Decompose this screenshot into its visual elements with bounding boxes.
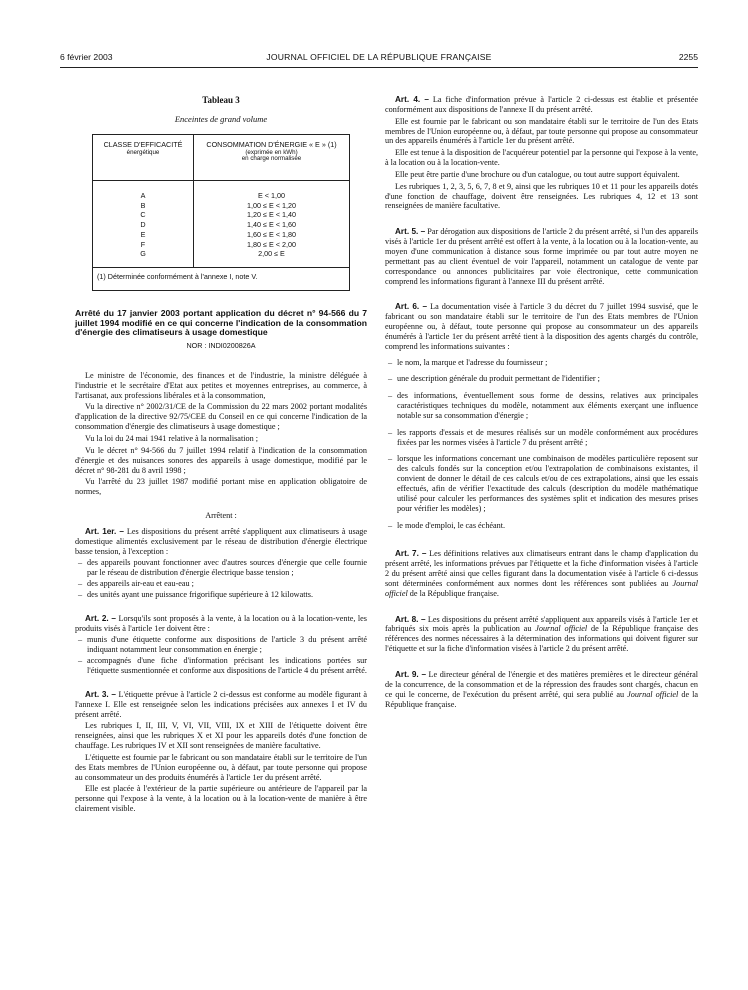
visa-paragraph: Vu la directive n° 2002/31/CE de la Commission du 22 mars 2002 portant modalités d'application de la directive 92/75/CEE du Conseil en ce qui concerne l'indication de la consommation d'énergie des climatiseurs à usage domestique ; <box>75 402 367 432</box>
list-item: – lorsque les informations concernant une combinaison de modèles particulière reposent sur des calculs fondés sur la conception et/ou l'extrapolation de combinaisons existantes, il convient de donner le détail de ces calculs et/ou de ces extrapolations, ainsi que les essais effectués, afin de vérifier l'exactitude des calculs (description du modèle mathématique utilisé pour calculer les performances des systèmes split et indication des mesures prises pour vérifier les modèles) ; <box>397 454 698 513</box>
page-header <box>60 52 698 66</box>
list-item: – accompagnés d'une fiche d'information précisant les indications portées sur l'étiquette susmentionnée et conforme aux dispositions de l'article 4 du présent arrêté. <box>87 656 367 676</box>
list-item: – les rapports d'essais et de mesures réalisés sur un modèle conformément aux procédures fixées par les normes visées à l'article 7 du présent arrêté ; <box>397 428 698 448</box>
left-column <box>75 95 367 816</box>
article-3-paragraph: Les rubriques I, II, III, V, VI, VII, VIII, IX et XIII de l'étiquette doivent être renseignées, ainsi que les rubriques X et XI pour les appareils dotés d'une fonction de chauffage. Les rubriques IV et XII sont renseignées de manière facultative. <box>75 721 367 751</box>
article-1: Art. 1er. – Les dispositions du présent arrêté s'appliquent aux climatiseurs à usage domestique alimentés exclusivement par le réseau de distribution d'énergie électrique basse tension, à l'exception : <box>75 526 368 556</box>
header-journal-title: JOURNAL OFFICIEL DE LA RÉPUBLIQUE FRANÇAISE <box>266 52 492 62</box>
table-head-class: CLASSE D'EFFICACITÉ énergétique <box>93 134 194 180</box>
article-5: Art. 5. – Par dérogation aux dispositions de l'article 2 du présent arrêté, si l'un des appareils visés à l'article 1er du présent arrêté est offert à la vente, à la location ou à la location-vente, au moyen d'une communication à distance sous forme imprimée ou par tout autre moyen ne permettant pas au client éventuel de voir l'appareil, notamment un catalogue de vente par correspondance ou annonces publicitaires par voie électronique, cette communication comprend les informations figurant à l'annexe III du présent arrêté. <box>385 227 699 286</box>
article-7: Art. 7. – Les définitions relatives aux climatiseurs entrant dans le champ d'application du présent arrêté, les informations prévues par l'étiquette et la fiche d'information visées à l'article 2 du présent arrêté ainsi que celles figurant dans la documentation visée à l'article 6 ci-dessus sont déterminées conformément aux normes dont les références sont publiées au Journal officiel de la République française. <box>385 549 699 598</box>
article-6-list <box>385 358 698 531</box>
article-3-paragraph: L'étiquette est fournie par le fabricant ou son mandataire établi sur le territoire de l'un des Etats membres de l'Union européenne ou, à défaut, par toute personne qui propose au consommateur un des produits énumérés à l'article 1er du présent arrêté. <box>75 752 367 782</box>
table-title: Tableau 3 <box>202 95 240 105</box>
table-note-row <box>93 268 350 291</box>
table-subtitle: Enceintes de grand volume <box>174 113 268 124</box>
list-item: – le nom, la marque et l'adresse du fournisseur ; <box>397 358 698 368</box>
list-item: – munis d'une étiquette conforme aux dispositions de l'article 3 du présent arrêté indiquant notamment leur consommation en énergie ; <box>87 635 367 655</box>
article-4-paragraph: Les rubriques 1, 2, 3, 5, 6, 7, 8 et 9, ainsi que les rubriques 10 et 11 pour les appareils dotés d'une fonction de chauffage, doivent être renseignées. Les rubriques 4, 12 et 13 sont renseignées de manière facultative. <box>385 181 698 211</box>
table-note: (1) Déterminée conformément à l'annexe I, note V. <box>93 268 350 291</box>
table-classes-cell: A B C D E F G <box>93 180 194 267</box>
table-row <box>93 180 350 267</box>
arretent-heading: Arrêtent : <box>205 511 237 521</box>
article-9: Art. 9. – Le directeur général de l'énergie et des matières premières et le directeur général de la concurrence, de la consommation et de la répression des fraudes sont chargés, chacun en ce qui le concerne, de l'exécution du présent arrêté, qui sera publié au Journal officiel de la République française. <box>385 669 698 709</box>
table-head-consumption: CONSOMMATION D'ÉNERGIE « E » (1) (exprimée en kWh) en charge normalisée <box>194 134 350 180</box>
header-date: 6 février 2003 <box>60 52 113 62</box>
article-4-paragraph: Elle peut être partie d'une brochure ou d'un catalogue, ou tout autre support équivalent. <box>395 169 680 179</box>
list-item: – des unités ayant une puissance frigorifique supérieure à 12 kilowatts. <box>87 590 367 600</box>
efficiency-class-table <box>92 134 350 291</box>
article-3-paragraph: Elle est placée à l'extérieur de la partie supérieure ou antérieure de l'appareil par la personne qui l'expose à la vente, à la location ou à la location-vente de manière à être clairement visible. <box>75 784 367 814</box>
visa-paragraph: Vu l'arrêté du 23 juillet 1987 modifié portant mise en application obligatoire de normes, <box>75 477 367 497</box>
header-rule <box>60 67 698 68</box>
table-values-cell: E < 1,00 1,00 ≤ E < 1,20 1,20 ≤ E < 1,40 1,40 ≤ E < 1,60 1,60 ≤ E < 1,80 1,80 ≤ E < 2,00 2,00 ≤ E <box>194 180 350 267</box>
decree-title: Arrêté du 17 janvier 2003 portant application du décret n° 94-566 du 7 juillet 1994 modifié en ce qui concerne l'indication de la consommation d'énergie des climatiseurs à usage domestique <box>75 307 367 338</box>
article-3: Art. 3. – L'étiquette prévue à l'article 2 ci-dessus est conforme au modèle figurant à l'annexe I. Elle est renseignée selon les indications précisées aux annexes I et IV du présent arrêté. <box>75 689 367 719</box>
article-6: Art. 6. – La documentation visée à l'article 3 du décret du 7 juillet 1994 susvisé, que le fabricant ou son mandataire établi sur le territoire de l'un des Etats membres de l'Union européenne ou, à défaut, toute personne qui propose au consommateur un des appareils énumérés à l'article 1er du présent arrêté tient à la disposition des agents chargés du contrôle, comprend les informations suivantes : <box>385 302 698 351</box>
article-4-paragraph: Elle est fournie par le fabricant ou son mandataire établi sur le territoire de l'un des Etats membres de l'Union européenne ou, à défaut, par toute personne qui propose au consommateur un des appareils énumérés à l'article 1er du présent arrêté. <box>385 116 698 146</box>
list-item: – une description générale du produit permettant de l'identifier ; <box>397 374 698 384</box>
visa-paragraph: Vu le décret n° 94-566 du 7 juillet 1994 relatif à l'indication de la consommation d'énergie et des nuisances sonores des appareils à usage domestique, modifié par le décret n° 98-281 du 8 avril 1998 ; <box>75 445 367 475</box>
article-4: Art. 4. – La fiche d'information prévue à l'article 2 ci-dessus est établie et présentée conformément aux dispositions de l'annexe II du présent arrêté. <box>385 95 698 114</box>
article-1-list <box>75 558 367 599</box>
header-page-number: 2255 <box>678 52 698 62</box>
article-2: Art. 2. – Lorsqu'ils sont proposés à la vente, à la location ou à la location-vente, les produits visés à l'article 1er doivent être : <box>75 613 367 633</box>
visa-paragraph: Vu la loi du 24 mai 1941 relative à la normalisation ; <box>85 433 258 443</box>
intro-paragraph: Le ministre de l'économie, des finances et de l'industrie, la ministre déléguée à l'industrie et le secrétaire d'Etat aux petites et moyennes entreprises, au commerce, à l'artisanat, aux professions libérales et à la consommation, <box>75 370 367 400</box>
list-item: – des informations, éventuellement sous forme de dessins, relatives aux principales caractéristiques techniques du modèle, notamment aux éléments exerçant une influence notable sur sa consommation d'énergie ; <box>397 391 698 421</box>
right-column <box>385 95 698 711</box>
article-2-list <box>75 635 367 675</box>
table-header-row <box>93 134 350 180</box>
article-4-paragraph: Elle est tenue à la disposition de l'acquéreur potentiel par la personne qui l'expose à la vente, à la location ou à la location-vente. <box>385 148 698 168</box>
nor-reference: NOR : INDI0200826A <box>186 341 256 351</box>
article-8: Art. 8. – Les dispositions du présent arrêté s'appliquent aux appareils visés à l'article 1er et fabriqués six mois après la publication au Journal officiel de la République française des références des normes nécessaires à la détermination des informations qui doivent figurer sur l'étiquette et sur la fiche d'information visées à l'article 2 du présent arrêté. <box>385 614 699 654</box>
list-item: – le mode d'emploi, le cas échéant. <box>397 521 698 531</box>
list-item: – des appareils air-eau et eau-eau ; <box>87 579 367 589</box>
list-item: – des appareils pouvant fonctionner avec d'autres sources d'énergie que celle fournie par le réseau de distribution d'énergie électrique basse tension ; <box>87 558 367 578</box>
